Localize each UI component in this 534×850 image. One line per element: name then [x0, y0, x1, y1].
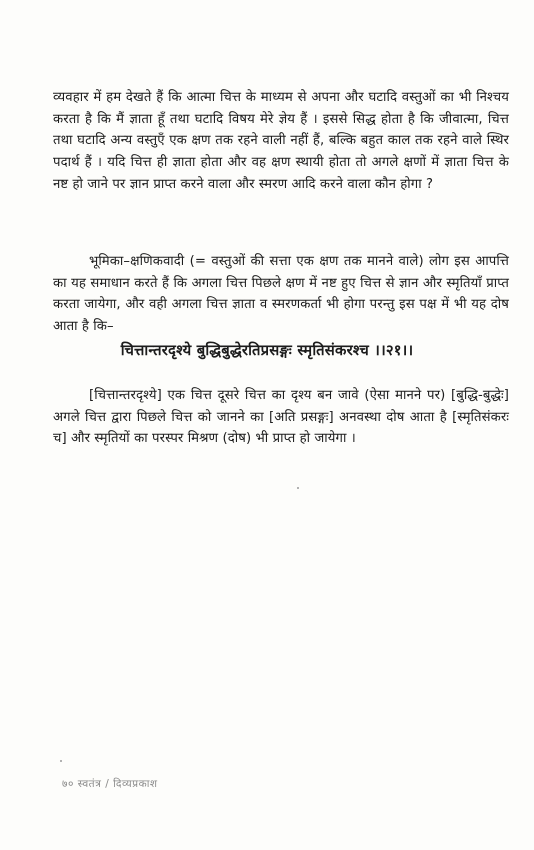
paragraph-commentary: [चित्तान्तरदृश्ये] एक चित्त दूसरे चित्त का दृश्य बन जावे (ऐसा मानने पर) [बुद्धि-बुद्धेः] अगले चित्त द्वारा पिछले चित्त को जानने का [अति प्रसङ्गः] अनवस्था दोष आता है [स्मृतिसंकरः च] और स्मृतियों का परस्पर मिश्रण (दोष) भी प्राप्त हो जायेगा ।: [53, 388, 509, 447]
scan-speck: [60, 760, 62, 762]
scan-speck: [297, 487, 299, 489]
paragraph-bhumika: भूमिका–क्षणिकवादी (= वस्तुओं की सत्ता एक क्षण तक मानने वाले) लोग इस आपत्ति का यह समाधान करते हैं कि अगला चित्त पिछले क्षण में नष्ट हुए चित्त से ज्ञान और स्मृतियाँ प्राप्त करता जायेगा, और वही अगला चित्त ज्ञाता व स्मरणकर्ता भी होगा परन्तु इस पक्ष में भी यह दोष आता है कि–: [53, 254, 509, 334]
sutra-verse: चित्तान्तरदृश्ये बुद्धिबुद्धेरतिप्रसङ्गः स्मृतिसंकरश्च ।।२१।।: [120, 342, 414, 359]
page-footer: ७० स्वतंत्र / दिव्यप्रकाश: [62, 778, 158, 790]
paragraph-intro: व्यवहार में हम देखते हैं कि आत्मा चित्त के माध्यम से अपना और घटादि वस्तुओं का भी निश्चय करता है कि मैं ज्ञाता हूँ तथा घटादि विषय मेरे ज्ञेय हैं । इससे सिद्ध होता है कि जीवात्मा, चित्त तथा घटादि अन्य वस्तुएँ एक क्षण तक रहने वाली नहीं हैं, बल्कि बहुत काल तक रहने वाले स्थिर पदार्थ हैं । यदि चित्त ही ज्ञाता होता और वह क्षण स्थायी होता तो अगले क्षणों में ज्ञाता चित्त के नष्ट हो जाने पर ज्ञान प्राप्त करने वाला और स्मरण आदि करने वाला कौन होगा ?: [53, 90, 509, 192]
